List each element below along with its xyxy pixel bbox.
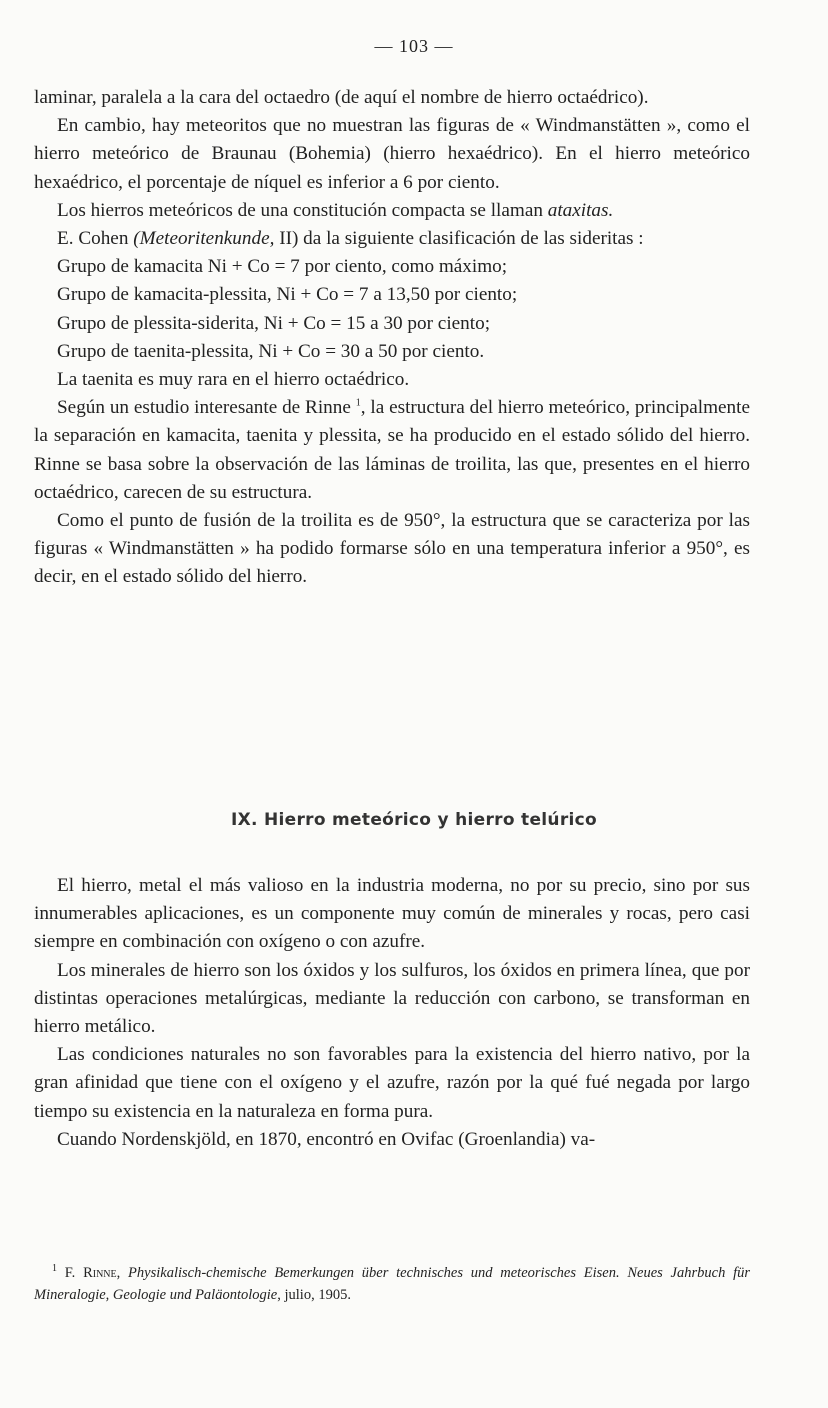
body-text-section	[34, 872, 750, 1154]
paragraph-condiciones: Las condiciones naturales no son favorables para la existencia del hierro nativo, por la gran afinidad que tiene con el oxígeno y el azufre, razón por la qué fué negada por largo tiempo su existencia en la naturaleza en forma pura.	[34, 1044, 750, 1122]
section-heading: IX. Hierro meteórico y hierro telúrico	[230, 810, 597, 830]
paragraph-taenita: La taenita es muy rara en el hierro octaédrico.	[57, 369, 410, 391]
group-item: Grupo de plessita-siderita, Ni + Co = 15 a 30 por ciento;	[57, 312, 491, 334]
cohen-work-title: (Meteoritenkunde,	[133, 228, 275, 250]
body-text-top	[34, 84, 750, 592]
footnote-date: , julio, 1905.	[277, 1287, 351, 1303]
paragraph-rinne	[34, 394, 750, 507]
group-item: Grupo de kamacita-plessita, Ni + Co = 7 a 13,50 por ciento;	[57, 284, 518, 306]
paragraph-troilita: Como el punto de fusión de la troilita es de 950°, la estructura que se caracteriza por las figuras « Windmanstätten » ha podido formarse sólo en una temperatura inferior a 950°, es decir, en el estado sólido del hierro.	[34, 510, 750, 588]
footnote-1: $^1$ F. Rinne, Physikalisch-chemische Bemerkungen über technisches und meteorisches Eisen. Neues Jahrbuch für Mineralogie, Geologie und Paläontologie, julio, 1905.	[34, 1263, 751, 1303]
rinne-text-pre: Según un estudio interesante de Rinne	[57, 397, 356, 419]
footnote-ref[interactable]: 1	[355, 397, 361, 409]
ataxitas-term: ataxitas.	[547, 199, 614, 221]
footnotes	[34, 1262, 750, 1306]
paragraph-ataxitas	[34, 197, 750, 225]
footnote-title: Physikalisch-chemische Bemerkungen über technisches und meteorisches Eisen. Neues Jahrbuch für Mineralogie, Geologie und Paläontologie	[34, 1265, 751, 1303]
page-number: — 103 —	[374, 36, 454, 56]
paragraph-nordenskjold: Cuando Nordenskjöld, en 1870, encontró en Ovifac (Groenlandia) va-	[57, 1128, 596, 1150]
footnote-author: F. Rinne	[64, 1265, 117, 1281]
paragraph-minerales: Los minerales de hierro son los óxidos y los sulfuros, los óxidos en primera línea, que por distintas operaciones metalúrgicas, mediante la reducción con carbono, se transforman en hierro metálico.	[34, 959, 750, 1038]
cohen-author: E. Cohen	[57, 228, 134, 250]
paragraph-hierro-metal: El hierro, metal el más valioso en la industria moderna, no por su precio, sino por sus innumerables aplicaciones, es un componente muy común de minerales y rocas, pero casi siempre en combinación con oxígeno o con azufre.	[34, 875, 750, 953]
footnote-marker: 1	[52, 1263, 57, 1275]
ataxitas-text: Los hierros meteóricos de una constitución compacta se llaman	[57, 199, 548, 221]
group-item: Grupo de taenita-plessita, Ni + Co = 30 a 50 por ciento.	[57, 340, 485, 362]
cohen-text: II) da la siguiente clasificación de las sideritas :	[274, 228, 644, 250]
paragraph-windmanstatten: En cambio, hay meteoritos que no muestran las figuras de « Windmanstätten », como el hierro meteórico de Braunau (Bohemia) (hierro hexaédrico). En el hierro meteórico hexaédrico, el porcentaje de níquel es inferior a 6 por ciento.	[34, 115, 750, 193]
rinne-text-post: , la estructura del hierro meteórico, principalmente la separación en kamacita, taenita y plessita, se ha producido en el estado sólido del hierro. Rinne se basa sobre la observación de las láminas de troilita, las que, presentes en el hierro octaédrico, carecen de su estructura.	[34, 397, 750, 503]
group-item: Grupo de kamacita Ni + Co = 7 por ciento, como máximo;	[57, 256, 508, 278]
paragraph-continuation: laminar, paralela a la cara del octaedro (de aquí el nombre de hierro octaédrico).	[34, 87, 649, 108]
paragraph-cohen	[34, 225, 750, 253]
